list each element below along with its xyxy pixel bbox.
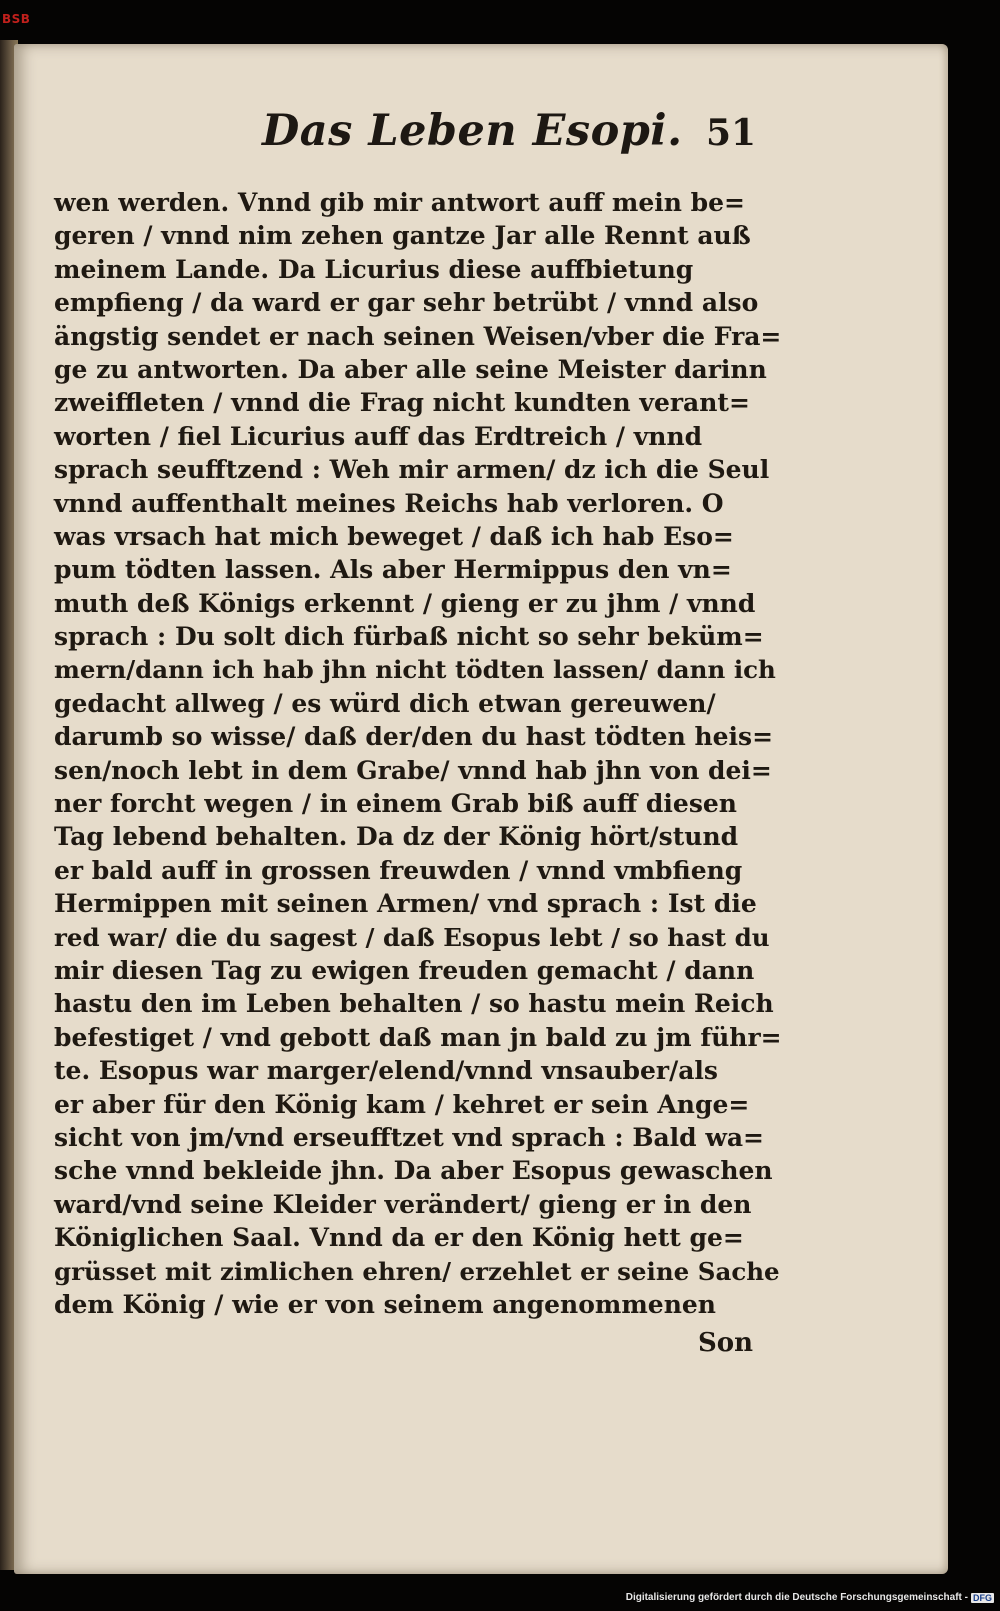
text-line: ängstig sendet er nach seinen Weisen/vber die Fra=: [54, 321, 782, 351]
text-line: worten / fiel Licurius auff das Erdtreich / vnnd: [54, 421, 703, 451]
body-text: [54, 186, 782, 1321]
text-line: sen/noch lebt in dem Grabe/ vnnd hab jhn von dei=: [54, 755, 772, 785]
text-line: geren / vnnd nim zehen gantze Jar alle Rennt auß: [54, 221, 751, 251]
dfg-logo: DFG: [973, 1592, 992, 1603]
book-page: [14, 44, 948, 1574]
text-line: gedacht allweg / es würd dich etwan gereuwen/: [54, 688, 716, 718]
page-header: [14, 106, 948, 166]
text-line: mern/dann ich hab jhn nicht tödten lassen/ dann ich: [54, 655, 776, 685]
text-line: er aber für den König kam / kehret er sein Ange=: [54, 1089, 750, 1119]
text-line: ner forcht wegen / in einem Grab biß auff diesen: [54, 789, 737, 819]
page-number: 51: [706, 112, 757, 154]
text-line: ge zu antworten. Da aber alle seine Meister darinn: [54, 354, 767, 384]
text-line: sprach seufftzend : Weh mir armen/ dz ich die Seul: [54, 455, 770, 485]
text-line: grüsset mit zimlichen ehren/ erzehlet er seine Sache: [54, 1256, 780, 1286]
text-line: sche vnnd bekleide jhn. Da aber Esopus gewaschen: [54, 1156, 773, 1186]
text-line: dem König / wie er von seinem angenommenen: [54, 1289, 716, 1319]
text-line: pum tödten lassen. Als aber Hermippus den vn=: [54, 555, 732, 585]
running-title: Das Leben Esopi.: [262, 106, 683, 156]
text-line: er bald auff in grossen freuwden / vnnd vmbfieng: [54, 855, 743, 885]
text-line: vnnd auffenthalt meines Reichs hab verloren. O: [54, 488, 724, 518]
text-line: muth deß Königs erkennt / gieng er zu jhm / vnnd: [54, 588, 756, 618]
text-line: sprach : Du solt dich fürbaß nicht so sehr beküm=: [54, 622, 764, 652]
text-line: te. Esopus war marger/elend/vnnd vnsauber/als: [54, 1056, 718, 1086]
footer-credit-text: Digitalisierung gefördert durch die Deutsche Forschungsgemeinschaft -: [625, 1592, 968, 1603]
text-line: zweiffleten / vnnd die Frag nicht kundten verant=: [54, 388, 750, 418]
text-line: befestiget / vnd gebott daß man jn bald zu jm führ=: [54, 1022, 782, 1052]
text-line: hastu den im Leben behalten / so hastu mein Reich: [54, 989, 774, 1019]
text-line: mir diesen Tag zu ewigen freuden gemacht / dann: [54, 955, 755, 985]
text-line: ward/vnd seine Kleider verändert/ gieng er in den: [54, 1189, 752, 1219]
text-line: meinem Lande. Da Licurius diese auffbietung: [54, 254, 694, 284]
text-line: Königlichen Saal. Vnnd da er den König hett ge=: [54, 1223, 744, 1253]
text-line: wen werden. Vnnd gib mir antwort auff mein be=: [54, 188, 746, 217]
footer-credit: [626, 1592, 994, 1603]
text-line: red war/ die du sagest / daß Esopus lebt / so hast du: [54, 922, 770, 952]
text-line: Hermippen mit seinen Armen/ vnd sprach : Ist die: [54, 889, 757, 919]
text-line: was vrsach hat mich beweget / daß ich hab Eso=: [54, 521, 734, 551]
text-line: empfieng / da ward er gar sehr betrübt / vnnd also: [54, 288, 759, 318]
catchword: Son: [698, 1328, 754, 1358]
text-line: darumb so wisse/ daß der/den du hast tödten heis=: [54, 722, 774, 752]
text-line: Tag lebend behalten. Da dz der König hört/stund: [54, 822, 739, 852]
text-line: sicht von jm/vnd erseufftzet vnd sprach : Bald wa=: [54, 1122, 764, 1152]
bsb-watermark: BSB: [2, 12, 31, 26]
